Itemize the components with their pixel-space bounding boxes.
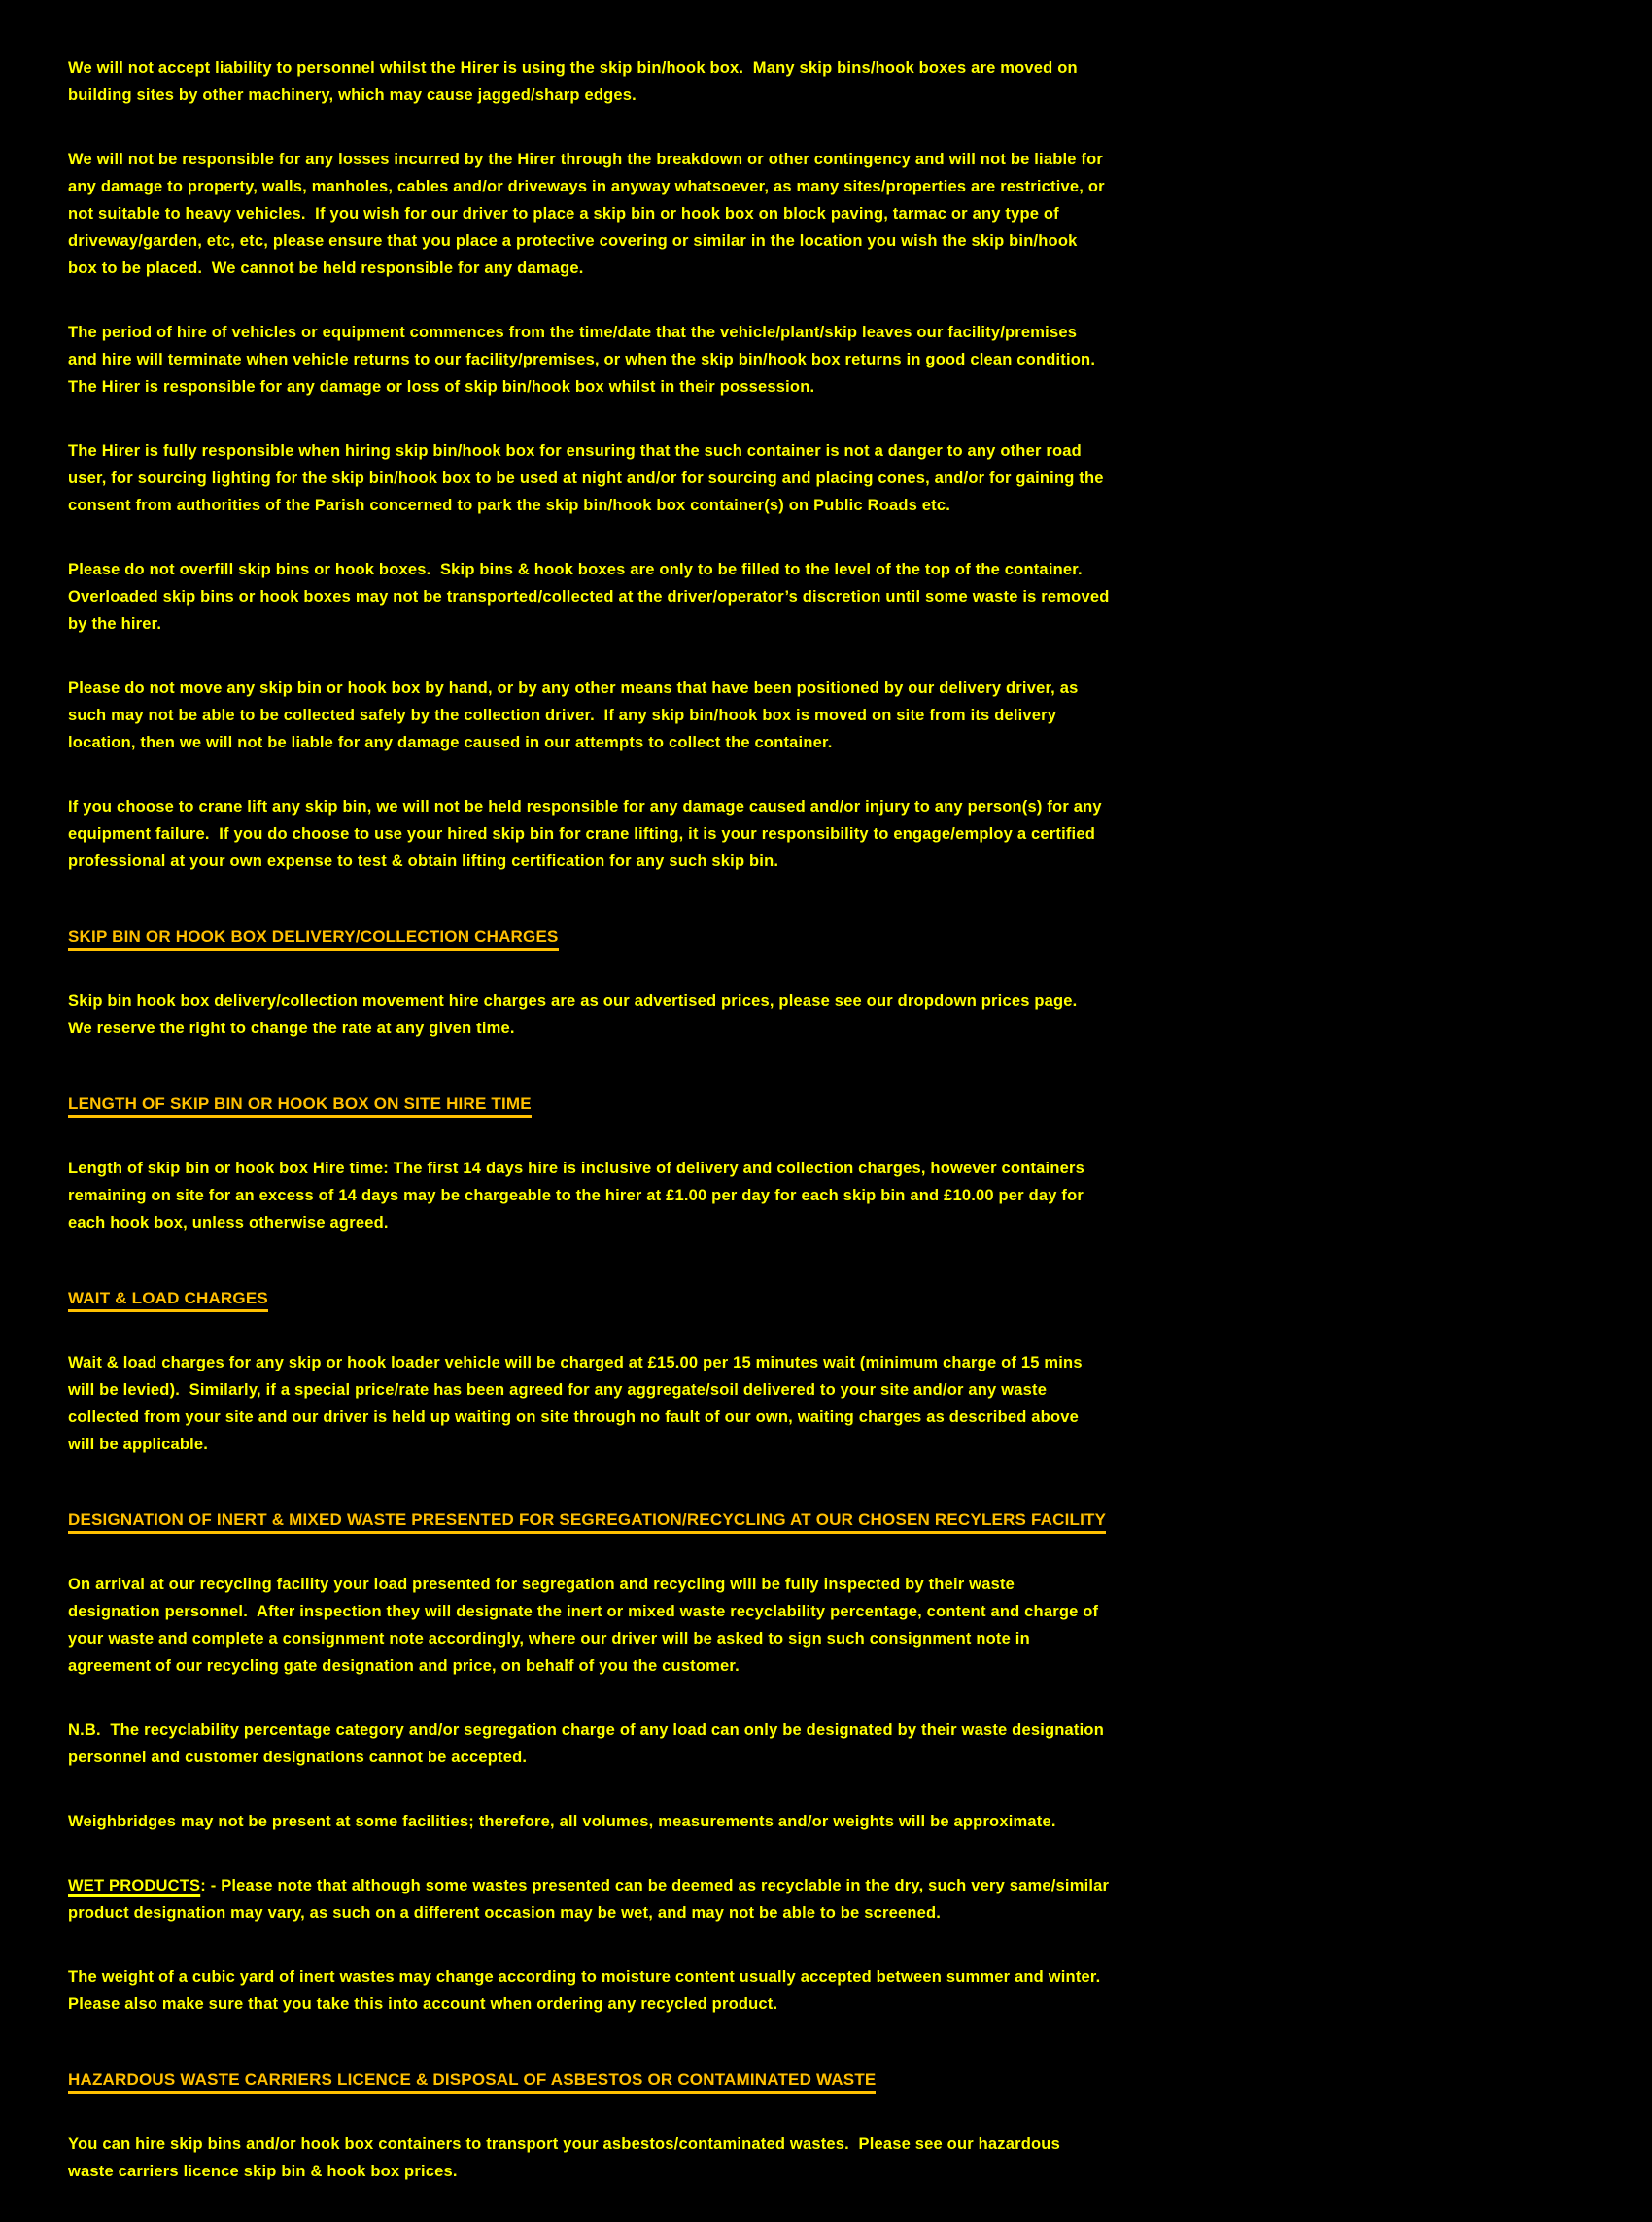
wet-products-body: : - Please note that although some wastes presented can be deemed as recyclable in the dry, such very same/similar product designation may vary, as such on a different occasion may be wet, and may not be able to be screened. [68,1877,1114,1922]
paragraph-overfill: Please do not overfill skip bins or hook boxes. Skip bins & hook boxes are only to be filled to the level of the top of the container. Overloaded skip bins or hook boxes may not be transported/collected at the driver/operator’s discretion until some waste is removed by the hirer. [68,561,1115,633]
paragraph-hirer-responsibility-roads: The Hirer is fully responsible when hiring skip bin/hook box for ensuring that the such container is not a danger to any other road user, for sourcing lighting for the skip bin/hook box to be used at night and/or for sourcing and placing cones, and/or for gaining the consent from authorities of the Parish concerned to park the skip bin/hook box container(s) on Public Roads etc. [68,442,1109,514]
heading-delivery-collection-charges [68,923,1110,951]
heading-wait-load-charges-text: WAIT & LOAD CHARGES [68,1289,268,1312]
heading-hazardous-waste [68,2066,1110,2094]
document-content [68,54,1115,2222]
paragraph-weighbridges: Weighbridges may not be present at some facilities; therefore, all volumes, measurements and/or weights will be approximate. [68,1813,1056,1830]
paragraph-do-not-move: Please do not move any skip bin or hook box by hand, or by any other means that have been positioned by our delivery driver, as such may not be able to be collected safely by the collection driver. If any skip bin/hook box is moved on site from its delivery location, then we will not be liable for any damage caused in our attempts to collect the container. [68,679,1084,751]
paragraph-losses-damage: We will not be responsible for any losses incurred by the Hirer through the breakdown or other contingency and will not be liable for any damage to property, walls, manholes, cables and/or driveways in anyway whatsoever, as many sites/properties are restrictive, or not suitable to heavy vehicles. If you wish for our driver to place a skip bin or hook box on block paving, tarmac or any type of driveway/garden, etc, etc, please ensure that you place a protective covering or similar in the location you wish the skip bin/hook box to be placed. We cannot be held responsible for any damage. [68,151,1110,277]
paragraph-crane-lift: If you choose to crane lift any skip bin, we will not be held responsible for any damage caused and/or injury to any person(s) for any equipment failure. If you do choose to use your hired skip bin for crane lifting, it is your responsibility to engage/employ a certified professional at your own expense to test & obtain lifting certification for any such skip bin. [68,798,1107,870]
paragraph-length-of-hire: Length of skip bin or hook box Hire time: The first 14 days hire is inclusive of delivery and collection charges, however containers remaining on site for an excess of 14 days may be chargeable to the hirer at £1.00 per day for each skip bin and £10.00 per day for each hook box, unless otherwise agreed. [68,1160,1089,1232]
paragraph-delivery-collection-charges: Skip bin hook box delivery/collection movement hire charges are as our advertised prices, please see our dropdown prices page. We reserve the right to change the rate at any given time. [68,992,1087,1037]
heading-wait-load-charges [68,1285,1110,1312]
paragraph-arrival-recycling-facility: On arrival at our recycling facility your load presented for segregation and recycling will be fully inspected by their waste designation personnel. After inspection they will designate the inert or mixed waste recyclability percentage, content and charge of your waste and complete a consignment note accordingly, where our driver will be asked to sign such consignment note in agreement of our recycling gate designation and price, on behalf of you the customer. [68,1576,1104,1675]
paragraph-nb-recyclability: N.B. The recyclability percentage category and/or segregation charge of any load can only be designated by their waste designation personnel and customer designations cannot be accepted. [68,1721,1109,1766]
paragraph-period-of-hire: The period of hire of vehicles or equipment commences from the time/date that the vehicle/plant/skip leaves our facility/premises and hire will terminate when vehicle returns to our facility/premises, or when the skip bin/hook box returns in good clean condition. The Hirer is responsible for any damage or loss of skip bin/hook box whilst in their possession. [68,324,1100,396]
heading-designation-inert-mixed-waste [68,1507,1110,1534]
heading-delivery-collection-charges-text: SKIP BIN OR HOOK BOX DELIVERY/COLLECTION CHARGES [68,927,559,951]
wet-products-label: WET PRODUCTS [68,1877,201,1894]
paragraph-cubic-yard-weight: The weight of a cubic yard of inert wastes may change according to moisture content usually accepted between summer and winter. Please also make sure that you take this into account when ordering any recycled product. [68,1968,1110,2013]
heading-designation-inert-mixed-waste-text: DESIGNATION OF INERT & MIXED WASTE PRESENTED FOR SEGREGATION/RECYCLING AT OUR CHOSEN RECYLERS FACILITY [68,1510,1106,1534]
paragraph-liability-personnel: We will not accept liability to personnel whilst the Hirer is using the skip bin/hook box. Many skip bins/hook boxes are moved on building sites by other machinery, which may cause jagged/sharp edges. [68,59,1083,104]
paragraph-wait-load-charges: Wait & load charges for any skip or hook loader vehicle will be charged at £15.00 per 15 minutes wait (minimum charge of 15 mins will be levied). Similarly, if a special price/rate has been agreed for any aggregate/soil delivered to your site and/or any waste collected from your site and our driver is held up waiting on site through no fault of our own, waiting charges as described above will be applicable. [68,1354,1087,1453]
heading-hazardous-waste-text: HAZARDOUS WASTE CARRIERS LICENCE & DISPOSAL OF ASBESTOS OR CONTAMINATED WASTE [68,2070,876,2094]
paragraph-hazardous-waste-hire: You can hire skip bins and/or hook box containers to transport your asbestos/contaminated wastes. Please see our hazardous waste carriers licence skip bin & hook box prices. [68,2135,1065,2180]
heading-length-of-hire [68,1091,1110,1118]
paragraph-wet-products [68,1872,1114,1927]
heading-length-of-hire-text: LENGTH OF SKIP BIN OR HOOK BOX ON SITE HIRE TIME [68,1094,532,1118]
